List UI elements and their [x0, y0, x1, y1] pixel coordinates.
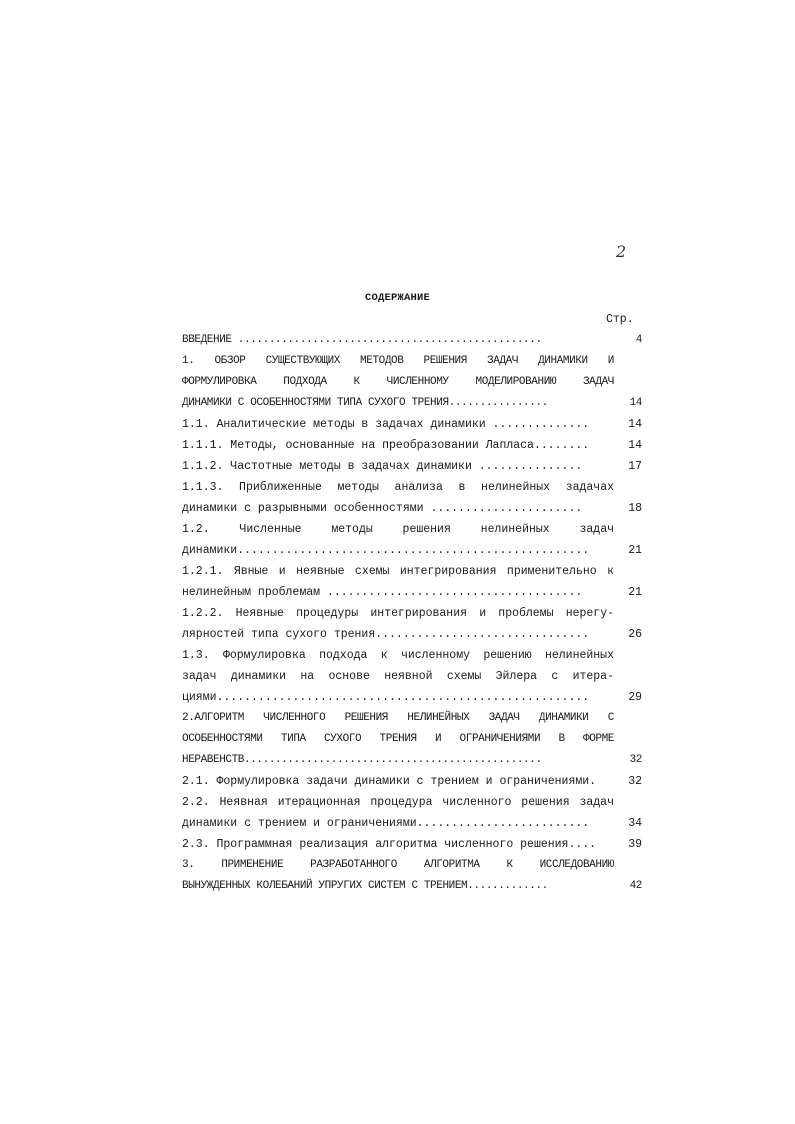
toc-entry-page: 18 [628, 502, 642, 515]
toc-entry-line: 1.2. Численные методы решения нелинейных задач [182, 523, 614, 536]
toc-entry [182, 330, 642, 351]
toc-entry-line: динамики................................................... [182, 544, 590, 557]
toc-entry-page: 21 [628, 544, 642, 557]
toc-entry-page: 26 [628, 628, 642, 641]
toc-entry [182, 477, 642, 519]
page-number: 2 [616, 242, 627, 261]
toc-entry-line: ДИНАМИКИ С ОСОБЕННОСТЯМИ ТИПА СУХОГО ТРЕНИЯ................ [182, 397, 548, 409]
toc-entry-line: 1.2.2. Неявные процедуры интегрирования и проблемы нерегу- [182, 607, 614, 620]
toc-entry [182, 645, 642, 708]
toc-entry-line: задач динамики на основе неявной схемы Эйлера с итера- [182, 670, 614, 683]
toc-entry [182, 561, 642, 603]
toc-entry [182, 603, 642, 645]
toc-entry-line: циями...................................................... [182, 691, 590, 704]
toc-entry-line: 2.2. Неявная итерационная процедура численного решения задач [182, 796, 614, 809]
toc-entry-line: ФОРМУЛИРОВКА ПОДХОДА К ЧИСЛЕННОМУ МОДЕЛИРОВАНИЮ ЗАДАЧ [182, 376, 614, 388]
toc-entry-page: 14 [628, 418, 642, 431]
toc-entry-page: 14 [628, 439, 642, 452]
toc-entry-page: 42 [629, 880, 642, 892]
toc-entry-line: 2.1. Формулировка задачи динамики с трением и ограничениями. [182, 775, 597, 788]
toc-entry-page: 32 [628, 775, 642, 788]
toc-title: СОДЕРЖАНИЕ [364, 292, 430, 304]
toc-entry-line: 1.1.2. Частотные методы в задачах динамики ............... [182, 460, 583, 473]
toc-entry [182, 855, 642, 897]
toc-entry-line: 1.3. Формулировка подхода к численному решению нелинейных [182, 649, 614, 662]
toc-entry-line: динамики с трением и ограничениями......................... [182, 817, 590, 830]
toc-entry-page: 17 [628, 460, 642, 473]
toc-entry-line: ОСОБЕННОСТЯМИ ТИПА СУХОГО ТРЕНИЯ И ОГРАНИЧЕНИЯМИ В ФОРМЕ [182, 733, 614, 745]
toc-entry-line: 1.2.1. Явные и неявные схемы интегрирования применительно к [182, 565, 614, 578]
toc-entry-line: 1.1.1. Методы, основанные на преобразовании Лапласа........ [182, 439, 590, 452]
toc-entry-line: ВВЕДЕНИЕ ................................................. [182, 334, 542, 346]
toc-entry-line: 1.1.3. Приближенные методы анализа в нелинейных задачах [182, 481, 614, 494]
toc-entry [182, 771, 642, 792]
toc-entry-page: 21 [628, 586, 642, 599]
toc-entry [182, 708, 642, 771]
toc-entry-line: лярностей типа сухого трения............................... [182, 628, 590, 641]
toc-entry [182, 792, 642, 834]
toc-entry-line: динамики с разрывными особенностями ...................... [182, 502, 583, 515]
toc-entry-line: 2.3. Программная реализация алгоритма численного решения.... [182, 838, 597, 851]
toc-entry-line: НЕРАВЕНСТВ................................................ [182, 754, 542, 766]
toc-entry-page: 39 [628, 838, 642, 851]
toc-entry-page: 14 [629, 397, 642, 409]
toc-entry-page: 32 [629, 754, 642, 766]
toc-entry-page: 34 [628, 817, 642, 830]
toc-entry [182, 414, 642, 435]
toc-entry-line: 2.АЛГОРИТМ ЧИСЛЕННОГО РЕШЕНИЯ НЕЛИНЕЙНЫХ ЗАДАЧ ДИНАМИКИ С [182, 712, 614, 724]
toc-entry [182, 456, 642, 477]
toc-entry [182, 351, 642, 414]
toc-entry-line: 1.1. Аналитические методы в задачах динамики .............. [182, 418, 590, 431]
toc-entry [182, 519, 642, 561]
toc-entry [182, 834, 642, 855]
table-of-contents [182, 330, 642, 897]
toc-entry-page: 29 [628, 691, 642, 704]
toc-entry [182, 435, 642, 456]
toc-entry-line: 1. ОБЗОР СУЩЕСТВУЮЩИХ МЕТОДОВ РЕШЕНИЯ ЗАДАЧ ДИНАМИКИ И [182, 355, 614, 367]
toc-entry-line: ВЫНУЖДЕННЫХ КОЛЕБАНИЙ УПРУГИХ СИСТЕМ С ТРЕНИЕМ............. [182, 880, 548, 892]
page-column-label: Стр. [606, 313, 634, 326]
toc-entry-line: нелинейным проблемам ..................................... [182, 586, 583, 599]
toc-entry-line: 3. ПРИМЕНЕНИЕ РАЗРАБОТАННОГО АЛГОРИТМА К ИССЛЕДОВАНИЮ [182, 859, 614, 871]
toc-entry-page: 4 [635, 334, 642, 346]
